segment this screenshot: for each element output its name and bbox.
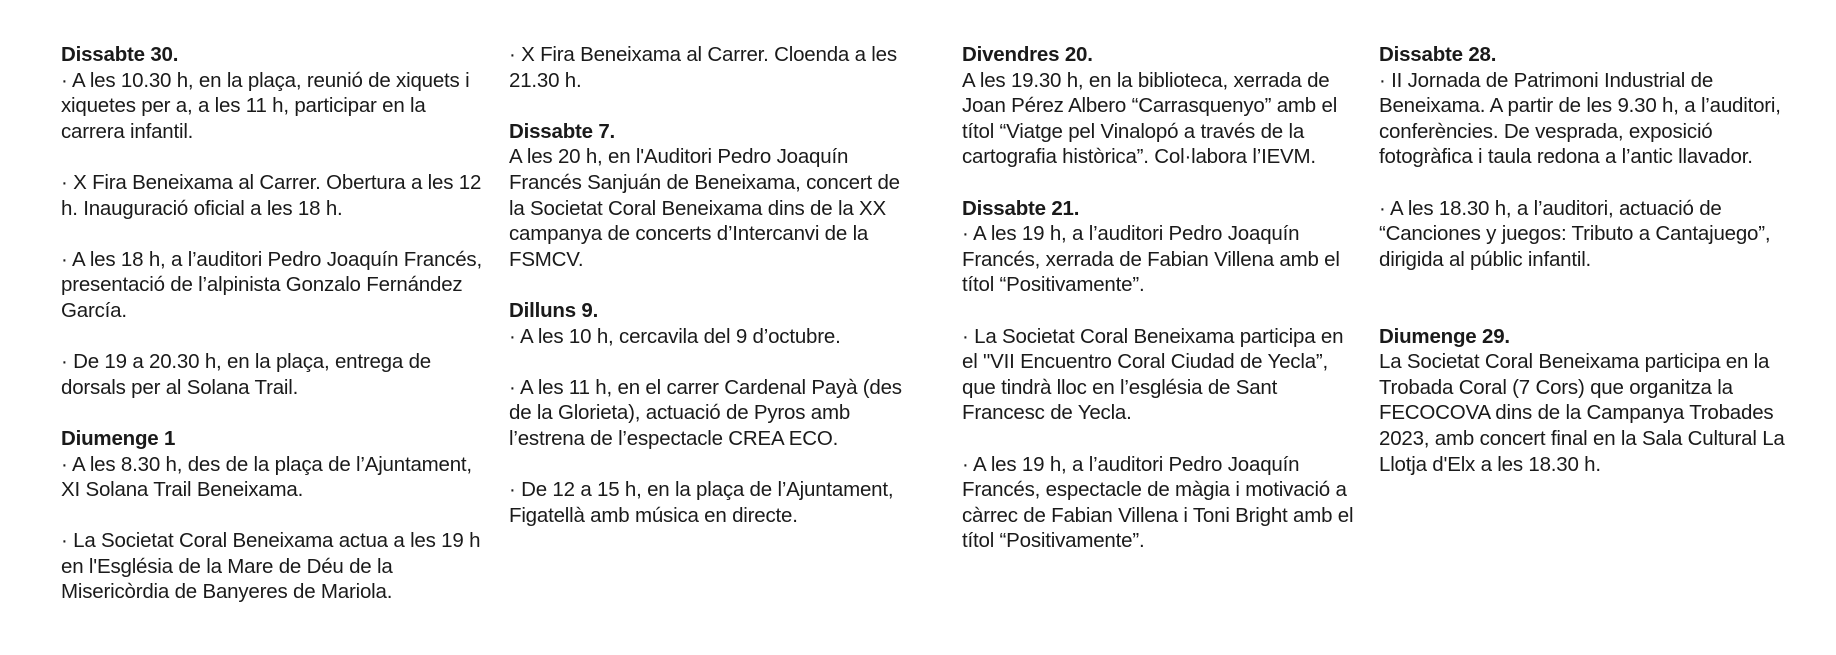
- event-text-line: “Canciones y juegos: Tributo a Cantajuego”,: [1379, 222, 1771, 246]
- event-text-line: Francés, espectacle de màgia i motivació a: [962, 478, 1347, 502]
- event-text-line: XI Solana Trail Beneixama.: [61, 478, 304, 502]
- date-heading: Dissabte 28.: [1379, 43, 1497, 66]
- event-text-line: h. Inauguració oficial a les 18 h.: [61, 196, 343, 220]
- column-3: [962, 42, 1362, 554]
- event-block: [61, 42, 481, 144]
- event-text-line: Francés, xerrada de Fabian Villena amb el: [962, 247, 1340, 271]
- date-heading: Dilluns 9.: [509, 298, 599, 322]
- block-spacer: [509, 349, 919, 375]
- event-block: [509, 119, 919, 273]
- event-block: [1379, 42, 1789, 170]
- event-text-line: dirigida al públic infantil.: [1379, 247, 1592, 271]
- event-text-line: de la Glorieta), actuació de Pyros amb: [509, 401, 851, 425]
- event-text-line: presentació de l’alpinista Gonzalo Fernández: [61, 273, 463, 297]
- event-block: [962, 324, 1362, 426]
- block-spacer: [61, 400, 481, 426]
- block-spacer: [962, 170, 1362, 196]
- event-text-line: 21.30 h.: [509, 68, 582, 92]
- event-block: [61, 170, 481, 221]
- event-text-line: · La Societat Coral Beneixama actua a les 19 h: [61, 529, 481, 553]
- event-text-line: l’estrena de l’espectacle CREA ECO.: [509, 426, 839, 450]
- event-text-line: · X Fira Beneixama al Carrer. Obertura a les 12: [61, 170, 482, 194]
- event-text-line: la Societat Coral Beneixama dins de la XX: [509, 196, 886, 220]
- event-text-line: FSMCV.: [509, 247, 584, 271]
- event-block: [509, 42, 919, 93]
- event-block: [61, 528, 481, 605]
- event-text-line: fotogràfica i taula redona a l’antic llavador.: [1379, 145, 1753, 169]
- block-spacer: [962, 426, 1362, 452]
- event-block: [1379, 196, 1789, 273]
- event-text-line: Trobada Coral (7 Cors) que organitza la: [1379, 375, 1733, 399]
- event-text-line: García.: [61, 298, 127, 322]
- column-2: [509, 42, 919, 528]
- event-block: [962, 196, 1362, 298]
- column-4: [1379, 42, 1789, 477]
- event-text-line: campanya de concerts d’Intercanvi de la: [509, 222, 869, 246]
- event-block: [509, 477, 919, 528]
- event-text-line: Figatellà amb música en directe.: [509, 503, 798, 527]
- date-heading: Diumenge 29.: [1379, 324, 1510, 348]
- event-block: [509, 298, 919, 349]
- event-text-line: que tindrà lloc en l’església de Sant: [962, 375, 1278, 399]
- event-text-line: · A les 18.30 h, a l’auditori, actuació de: [1379, 196, 1722, 220]
- date-heading: Divendres 20.: [962, 43, 1093, 66]
- event-block: [962, 42, 1362, 170]
- event-text-line: · De 12 a 15 h, en la plaça de l’Ajuntament,: [509, 478, 894, 502]
- event-block: [509, 375, 919, 452]
- block-spacer: [1379, 298, 1789, 324]
- event-block: [1379, 324, 1789, 478]
- event-text-line: · La Societat Coral Beneixama participa en: [962, 324, 1344, 348]
- event-block: [962, 452, 1362, 554]
- column-1: [61, 42, 481, 605]
- date-heading: Dissabte 21.: [962, 196, 1080, 220]
- event-text-line: carrera infantil.: [61, 119, 194, 143]
- event-text-line: Misericòrdia de Banyeres de Mariola.: [61, 580, 393, 604]
- event-text-line: · A les 10.30 h, en la plaça, reunió de xiquets i: [61, 68, 470, 92]
- block-spacer: [1379, 272, 1789, 298]
- event-text-line: càrrec de Fabian Villena i Toni Bright amb el: [962, 503, 1354, 527]
- event-block: [61, 349, 481, 400]
- event-text-line: títol “Positivamente”.: [962, 273, 1145, 297]
- event-text-line: · A les 19 h, a l’auditori Pedro Joaquín: [962, 222, 1300, 246]
- event-text-line: dorsals per al Solana Trail.: [61, 375, 299, 399]
- event-text-line: conferències. De vesprada, exposició: [1379, 119, 1713, 143]
- event-text-line: Francés Sanjuán de Beneixama, concert de: [509, 170, 900, 194]
- block-spacer: [962, 298, 1362, 324]
- event-text-line: A les 19.30 h, en la biblioteca, xerrada de: [962, 68, 1330, 92]
- event-text-line: · A les 10 h, cercavila del 9 d’octubre.: [509, 324, 841, 348]
- event-text-line: · A les 18 h, a l’auditori Pedro Joaquín Francés,: [61, 247, 482, 271]
- event-text-line: 2023, amb concert final en la Sala Cultural La: [1379, 426, 1785, 450]
- event-text-line: Beneixama. A partir de les 9.30 h, a l’auditori,: [1379, 94, 1781, 118]
- event-block: [61, 426, 481, 503]
- event-text-line: · X Fira Beneixama al Carrer. Cloenda a les: [509, 43, 897, 66]
- block-spacer: [61, 503, 481, 529]
- event-text-line: A les 20 h, en l'Auditori Pedro Joaquín: [509, 145, 849, 169]
- event-text-line: FECOCOVA dins de la Campanya Trobades: [1379, 401, 1774, 425]
- date-heading: Dissabte 30.: [61, 43, 179, 66]
- block-spacer: [61, 324, 481, 350]
- event-text-line: títol “Viatge pel Vinalopó a través de la: [962, 119, 1305, 143]
- event-text-line: títol “Positivamente”.: [962, 529, 1145, 553]
- event-text-line: en l'Església de la Mare de Déu de la: [61, 554, 393, 578]
- event-block: [61, 247, 481, 324]
- block-spacer: [509, 452, 919, 478]
- event-text-line: xiquetes per a, a les 11 h, participar en la: [61, 94, 426, 118]
- event-text-line: Joan Pérez Albero “Carrasquenyo” amb el: [962, 94, 1338, 118]
- block-spacer: [61, 144, 481, 170]
- event-text-line: · A les 8.30 h, des de la plaça de l’Ajuntament,: [61, 452, 472, 476]
- event-text-line: Francesc de Yecla.: [962, 401, 1132, 425]
- event-text-line: La Societat Coral Beneixama participa en la: [1379, 350, 1770, 374]
- event-text-line: · II Jornada de Patrimoni Industrial de: [1379, 68, 1714, 92]
- date-heading: Dissabte 7.: [509, 119, 616, 143]
- block-spacer: [1379, 170, 1789, 196]
- event-text-line: Llotja d'Elx a les 18.30 h.: [1379, 452, 1601, 476]
- event-text-line: · A les 19 h, a l’auditori Pedro Joaquín: [962, 452, 1300, 476]
- event-text-line: el "VII Encuentro Coral Ciudad de Yecla”,: [962, 350, 1329, 374]
- event-text-line: · A les 11 h, en el carrer Cardenal Payà (des: [509, 375, 902, 399]
- date-heading: Diumenge 1: [61, 426, 176, 450]
- block-spacer: [509, 272, 919, 298]
- block-spacer: [509, 93, 919, 119]
- event-text-line: · De 19 a 20.30 h, en la plaça, entrega de: [61, 350, 431, 374]
- event-text-line: cartografia històrica”. Col·labora l’IEVM.: [962, 145, 1316, 169]
- block-spacer: [61, 221, 481, 247]
